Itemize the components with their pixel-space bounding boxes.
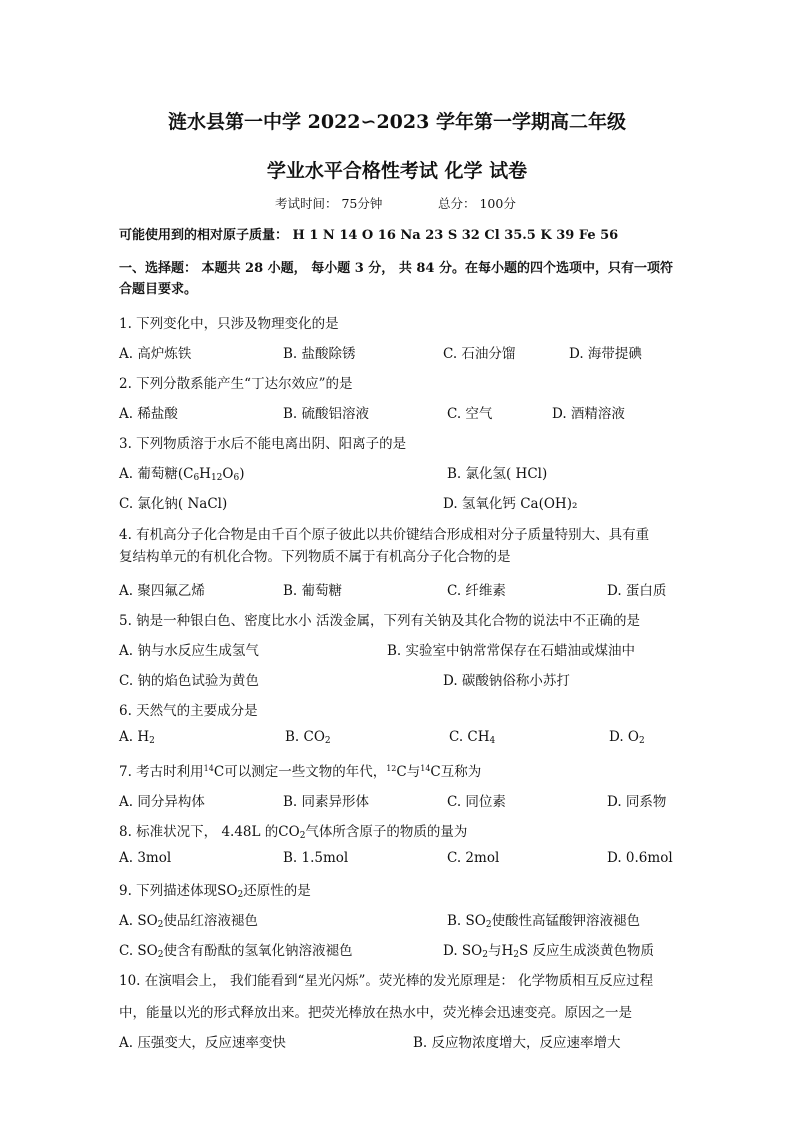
- question-10-stem-line2: 中，能量以光的形式释放出来。把荧光棒放在热水中，荧光棒会迅速变亮。原因之一是: [119, 1005, 632, 1021]
- q3-a-sub2: 12: [210, 473, 223, 483]
- q9-p1: 9. 下列描述体现SO: [119, 883, 238, 899]
- q8-option-c: C. 2mol: [447, 850, 500, 866]
- q9-d-sub: 2: [482, 950, 488, 960]
- q4-option-b: B. 葡萄糖: [283, 583, 343, 599]
- question-4-stem-line1: 4. 有机高分子化合物是由千百个原子彼此以共价键结合形成相对分子质量特别大、具有重: [119, 527, 650, 543]
- q9-option-c: [119, 939, 352, 960]
- q5-option-c: C. 钠的焰色试验为黄色: [119, 673, 259, 689]
- q5-option-a: A. 钠与水反应生成氢气: [119, 643, 259, 659]
- q9-d-post: S 反应生成淡黄色物质: [519, 943, 655, 959]
- q7-option-a: A. 同分异构体: [119, 794, 205, 810]
- q6-a-text: A. H: [119, 729, 150, 745]
- q3-a-sub1: 6: [193, 473, 200, 483]
- q7-p3: C与: [396, 764, 421, 780]
- section-instructions-line1: 一、选择题： 本题共 28 小题， 每小题 3 分， 共 84 分。在每小题的四个选项中，只有一项符: [119, 261, 673, 276]
- q3-a-mid1: H: [199, 466, 211, 482]
- q2-option-c: C. 空气: [447, 406, 493, 422]
- question-5-stem: 5. 钠是一种银白色、密度比水小 活泼金属，下列有关钠及其化合物的说法中不正确的是: [119, 613, 640, 629]
- q6-option-a: [119, 729, 155, 746]
- q9-a-post: 使品红溶液褪色: [163, 913, 258, 929]
- exam-title-line2: 学业水平合格性考试 化学 试卷: [266, 160, 528, 182]
- q9-sub: 2: [237, 890, 244, 900]
- q2-option-b: B. 硫酸铝溶液: [283, 406, 370, 422]
- q9-option-b: [447, 909, 640, 930]
- q9-b-post: 使酸性高锰酸钾溶液褪色: [491, 913, 641, 929]
- question-1-stem: 1. 下列变化中，只涉及物理变化的是: [119, 316, 339, 332]
- q3-option-a: [119, 462, 245, 483]
- q3-option-c: C. 氯化钠( NaCl): [119, 496, 228, 512]
- q1-option-d: D. 海带提碘: [569, 346, 642, 362]
- question-3-stem: 3. 下列物质溶于水后不能电离出阴、阳离子的是: [119, 436, 407, 452]
- q3-a-mid2: O: [222, 466, 234, 482]
- question-7-stem: [119, 760, 481, 780]
- total-score: 总分： 100分: [438, 196, 516, 211]
- q6-option-d: [609, 729, 645, 746]
- q6-d-text: D. O: [609, 729, 639, 745]
- q6-c-text: C. CH: [449, 729, 490, 745]
- question-8-stem: [119, 820, 467, 841]
- q6-b-text: B. CO: [285, 729, 325, 745]
- q1-option-b: B. 盐酸除锈: [283, 346, 356, 362]
- q6-option-b: [285, 729, 331, 746]
- q9-p2: 还原性的是: [243, 883, 311, 899]
- q10-option-a: A. 压强变大，反应速率变快: [119, 1035, 286, 1051]
- q7-p1: 7. 考古时利用: [119, 764, 204, 780]
- section-instructions-line2: 合题目要求。: [119, 282, 198, 297]
- q9-c-sub: 2: [157, 950, 164, 960]
- exam-time: 考试时间： 75分钟: [275, 196, 383, 211]
- q4-option-a: A. 聚四氟乙烯: [119, 583, 205, 599]
- q2-option-a: A. 稀盐酸: [119, 406, 178, 422]
- question-2-stem: 2. 下列分散系能产生“丁达尔效应”的是: [119, 376, 353, 392]
- q8-p2: 气体所含原子的物质的量为: [305, 824, 468, 840]
- q7-sup2: 12: [386, 764, 397, 773]
- q9-a-pre: A. SO: [119, 913, 158, 929]
- q9-d-sub2: 2: [513, 950, 519, 960]
- q8-option-a: A. 3mol: [119, 850, 172, 866]
- q7-sup1: 14: [203, 764, 214, 773]
- q3-option-b: B. 氯化氢( HCl): [447, 466, 548, 482]
- q7-option-c: C. 同位素: [447, 794, 506, 810]
- q9-b-sub: 2: [485, 920, 492, 930]
- q4-option-c: C. 纤维素: [447, 583, 506, 599]
- q7-option-b: B. 同素异形体: [283, 794, 370, 810]
- q7-p4: C互称为: [430, 764, 482, 780]
- q1-option-a: A. 高炉炼铁: [119, 346, 192, 362]
- q9-a-sub: 2: [157, 920, 164, 930]
- q3-a-close: ): [239, 466, 245, 482]
- q9-c-pre: C. SO: [119, 943, 158, 959]
- q8-p1: 8. 标准状况下， 4.48L 的CO: [119, 824, 300, 840]
- q9-d-mid: 与H: [487, 943, 514, 959]
- q3-option-d: D. 氢氧化钙 Ca(OH)₂: [443, 496, 578, 512]
- q4-option-d: D. 蛋白质: [607, 583, 667, 599]
- question-6-stem: 6. 天然气的主要成分是: [119, 703, 258, 719]
- q6-option-c: [449, 729, 495, 746]
- q8-option-d: D. 0.6mol: [607, 850, 673, 866]
- question-4-stem-line2: 复结构单元的有机化合物。下列物质不属于有机高分子化合物的是: [119, 549, 511, 565]
- exam-title-line1: 涟水县第一中学 2022∽2023 学年第一学期高二年级: [168, 111, 626, 133]
- q9-option-a: [119, 909, 258, 930]
- atomic-masses: 可能使用到的相对原子质量： H 1 N 14 O 16 Na 23 S 32 Cl 35.5 K 39 Fe 56: [119, 228, 619, 243]
- q5-option-d: D. 碳酸钠俗称小苏打: [443, 673, 570, 689]
- q10-option-b: B. 反应物浓度增大，反应速率增大: [413, 1035, 621, 1051]
- q3-a-text: A. 葡萄糖(C: [119, 466, 194, 482]
- q9-d-pre: D. SO: [443, 943, 483, 959]
- q6-a-sub: 2: [149, 736, 155, 746]
- q9-c-post: 使含有酚酞的氢氧化钠溶液褪色: [163, 943, 353, 959]
- q8-option-b: B. 1.5mol: [283, 850, 349, 866]
- q7-sup3: 14: [420, 764, 431, 773]
- q1-option-c: C. 石油分馏: [443, 346, 516, 362]
- q6-d-sub: 2: [639, 736, 645, 746]
- question-10-stem-line1: 10. 在演唱会上， 我们能看到“星光闪烁”。荧光棒的发光原理是： 化学物质相互反应过程: [119, 973, 654, 989]
- q3-a-sub3: 6: [233, 473, 240, 483]
- q5-option-b: B. 实验室中钠常常保存在石蜡油或煤油中: [387, 643, 636, 659]
- question-9-stem: [119, 879, 311, 900]
- q2-option-d: D. 酒精溶液: [552, 406, 625, 422]
- q6-b-sub: 2: [324, 736, 331, 746]
- q8-sub: 2: [299, 831, 306, 841]
- q6-c-sub: 4: [489, 736, 496, 746]
- q9-option-d: [443, 939, 654, 960]
- q9-b-pre: B. SO: [447, 913, 486, 929]
- q7-option-d: D. 同系物: [607, 794, 667, 810]
- q7-p2: C可以测定一些文物的年代，: [213, 764, 387, 780]
